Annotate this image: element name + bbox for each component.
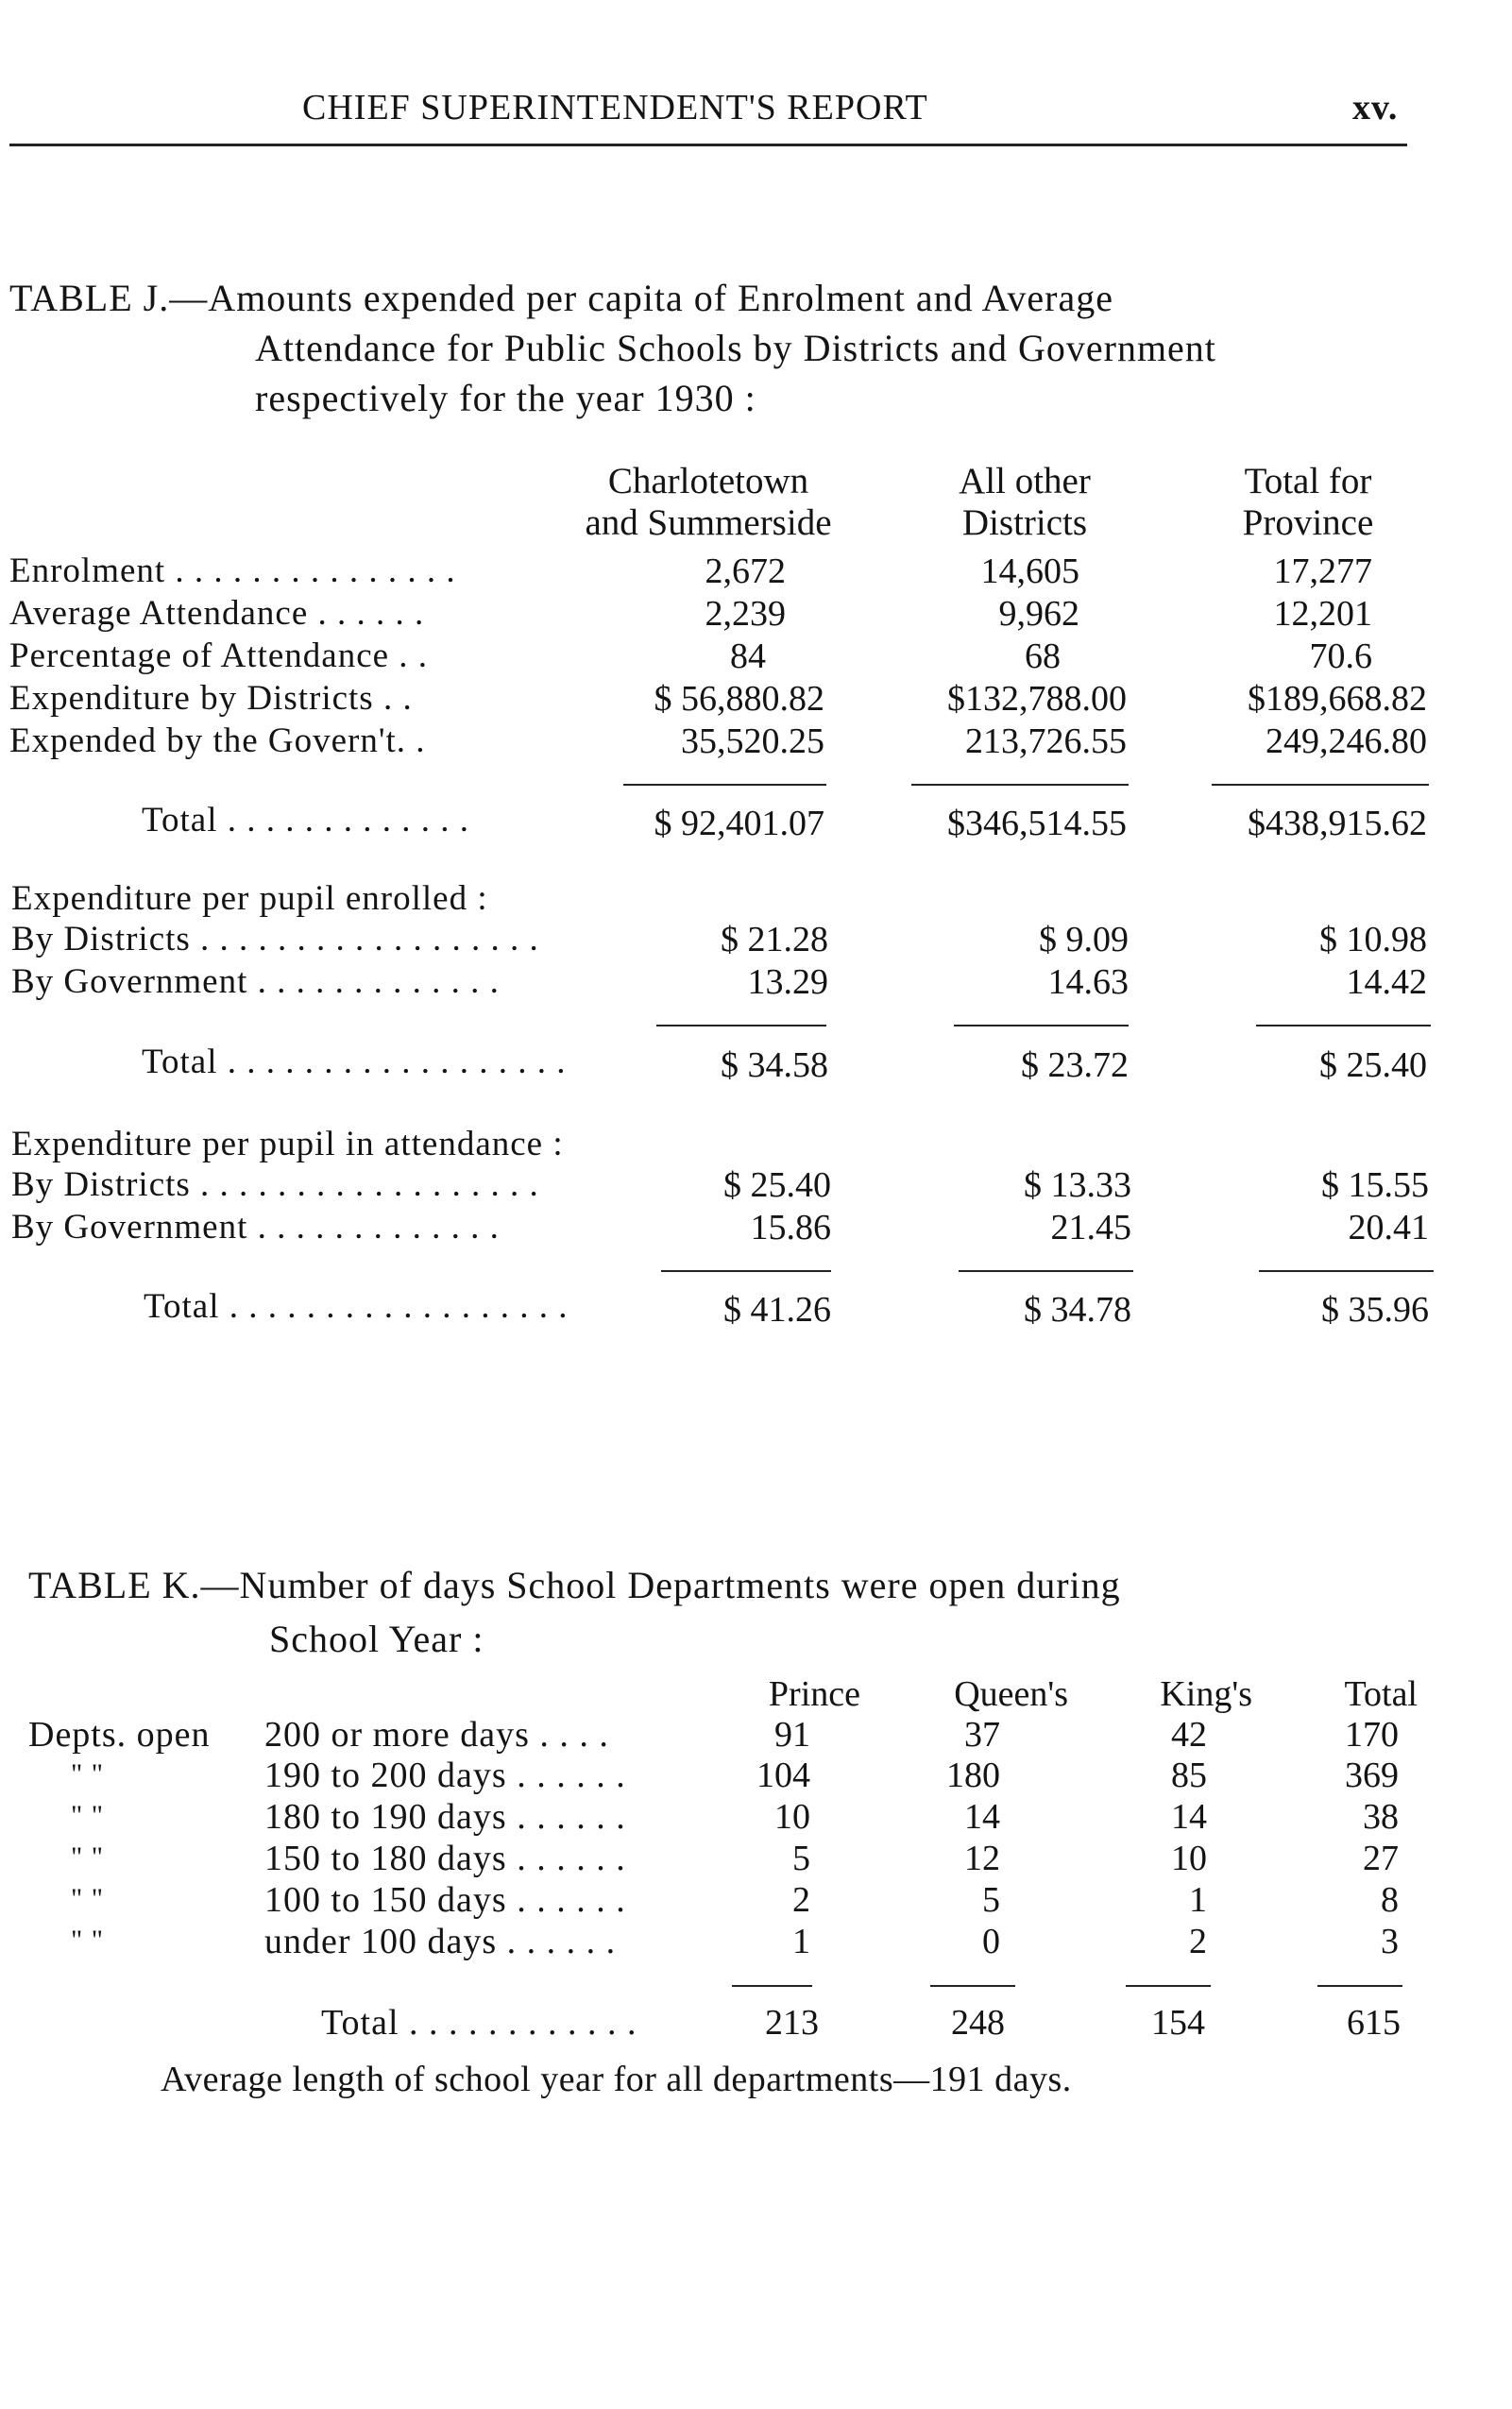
sum-rule [930,1985,1015,1987]
cell: 14 [964,1797,1000,1837]
sum-rule [623,784,826,786]
table-k-col-kings: King's [1160,1674,1252,1714]
cell: 615 [1347,2003,1401,2043]
sum-rule [656,1025,826,1026]
cell: 38 [1363,1797,1399,1837]
row-label: 100 to 150 days . . . . . . [264,1880,626,1920]
header-rule [9,144,1407,146]
cell: 12 [964,1839,1000,1878]
table-k-title-line-1: TABLE K.—Number of days School Departments were open during [28,1564,1121,1606]
cell: $ 21.28 [721,920,828,959]
cell: 14.63 [1047,962,1129,1002]
cell: 85 [1171,1756,1207,1795]
row-label: Total . . . . . . . . . . . . . . . . . . [142,1043,567,1081]
cell: 0 [982,1922,1000,1961]
cell: $ 56,880.82 [654,679,824,719]
cell: $ 13.33 [1024,1165,1131,1205]
cell: 8 [1381,1880,1399,1920]
sum-rule [1317,1985,1402,1987]
cell: 2 [792,1880,810,1920]
cell: $ 10.98 [1319,920,1427,959]
row-label: Expended by the Govern't. . [9,721,426,760]
cell: $ 35.96 [1321,1290,1429,1330]
cell: $132,788.00 [947,679,1127,719]
cell: 213 [765,2003,819,2043]
cell: 84 [730,636,766,676]
table-k-col-total: Total [1344,1674,1418,1714]
cell: $ 41.26 [723,1290,831,1330]
sum-rule [1256,1025,1431,1026]
sum-rule [1212,784,1429,786]
sum-rule [661,1270,831,1272]
cell: 1 [1189,1880,1207,1920]
ditto-marks: " " [71,1841,104,1873]
cell: 17,277 [1273,551,1372,591]
cell: 180 [946,1756,1000,1795]
cell: 21.45 [1050,1208,1131,1247]
cell: 170 [1345,1715,1399,1755]
row-label: Total . . . . . . . . . . . . . [142,801,469,840]
row-label: 180 to 190 days . . . . . . [264,1797,626,1837]
row-label: By Districts . . . . . . . . . . . . . . . . . . [11,920,539,959]
row-label: Average Attendance . . . . . . [9,594,425,633]
row-label: Total . . . . . . . . . . . . [321,2003,637,2043]
table-k-title-line-2: School Year : [269,1618,484,1660]
cell: $ 15.55 [1321,1165,1429,1205]
cell: 248 [951,2003,1005,2043]
cell: 369 [1345,1756,1399,1795]
cell: 154 [1151,2003,1205,2043]
cell: $ 34.58 [721,1045,828,1085]
cell: $ 25.40 [1319,1045,1427,1085]
table-k-col-prince: Prince [768,1674,860,1714]
cell: 14,605 [980,551,1079,591]
row-label: Expenditure by Districts . . [9,679,413,718]
cell: $ 9.09 [1039,920,1129,959]
cell: $ 23.72 [1021,1045,1129,1085]
cell: 213,726.55 [965,721,1127,761]
sum-rule [954,1025,1129,1026]
cell: 68 [1025,636,1061,676]
cell: $346,514.55 [947,804,1127,843]
cell: 10 [774,1797,810,1837]
section-heading-enrolled: Expenditure per pupil enrolled : [11,879,488,918]
cell: 2 [1189,1922,1207,1961]
row-label: 200 or more days . . . . [264,1715,609,1755]
cell: 249,246.80 [1266,721,1427,761]
cell: 27 [1363,1839,1399,1878]
table-k-col-queens: Queen's [954,1674,1068,1714]
table-j-title-line-3: respectively for the year 1930 : [255,377,756,419]
row-label: Total . . . . . . . . . . . . . . . . . . [144,1287,569,1326]
row-label: Percentage of Attendance . . [9,636,429,675]
ditto-marks: " " [71,1758,104,1790]
running-head: CHIEF SUPERINTENDENT'S REPORT [302,88,928,127]
row-label: By Government . . . . . . . . . . . . . [11,1208,500,1247]
table-j-title-line-2: Attendance for Public Schools by Districts and Government [255,327,1216,369]
cell: $189,668.82 [1248,679,1427,719]
sum-rule [1126,1985,1211,1987]
cell: 70.6 [1309,636,1372,676]
row-label: Enrolment . . . . . . . . . . . . . . . [9,551,456,590]
cell: 35,520.25 [681,721,824,761]
cell: 3 [1381,1922,1399,1961]
cell: 2,672 [705,551,786,591]
cell: 13.29 [747,962,828,1002]
page-number: xv. [1352,88,1399,127]
cell: 1 [792,1922,810,1961]
ditto-marks: " " [71,1800,104,1831]
cell: $ 34.78 [1024,1290,1131,1330]
table-j-col-charlottetown: Charlotetown and Summerside [585,461,832,543]
cell: 5 [982,1880,1000,1920]
cell: 10 [1171,1839,1207,1878]
row-label: 190 to 200 days . . . . . . [264,1756,626,1795]
ditto-marks: " " [71,1925,104,1956]
sum-rule [732,1985,812,1987]
ditto-marks: " " [71,1883,104,1914]
cell: 104 [756,1756,810,1795]
cell: 9,962 [998,594,1079,634]
cell: 2,239 [705,594,786,634]
row-prefix: Depts. open [28,1715,211,1755]
section-heading-attendance: Expenditure per pupil in attendance : [11,1125,564,1163]
table-j-col-province: Total for Province [1242,461,1374,543]
cell: 37 [964,1715,1000,1755]
sum-rule [959,1270,1133,1272]
sum-rule [911,784,1129,786]
footnote: Average length of school year for all departments—191 days. [161,2060,1072,2099]
cell: $ 92,401.07 [654,804,824,843]
cell: $ 25.40 [723,1165,831,1205]
cell: 42 [1171,1715,1207,1755]
table-j-col-other-districts: All other Districts [959,461,1091,543]
row-label: By Districts . . . . . . . . . . . . . . . . . . [11,1165,539,1204]
cell: 15.86 [750,1208,831,1247]
row-label: By Government . . . . . . . . . . . . . [11,962,500,1001]
cell: 5 [792,1839,810,1878]
row-label: 150 to 180 days . . . . . . [264,1839,626,1878]
cell: 91 [774,1715,810,1755]
cell: 20.41 [1348,1208,1429,1247]
row-label: under 100 days . . . . . . [264,1922,617,1961]
table-j-title-line-1: TABLE J.—Amounts expended per capita of Enrolment and Average [9,277,1113,319]
cell: 14 [1171,1797,1207,1837]
sum-rule [1259,1270,1434,1272]
cell: 12,201 [1273,594,1372,634]
cell: $438,915.62 [1248,804,1427,843]
cell: 14.42 [1346,962,1427,1002]
